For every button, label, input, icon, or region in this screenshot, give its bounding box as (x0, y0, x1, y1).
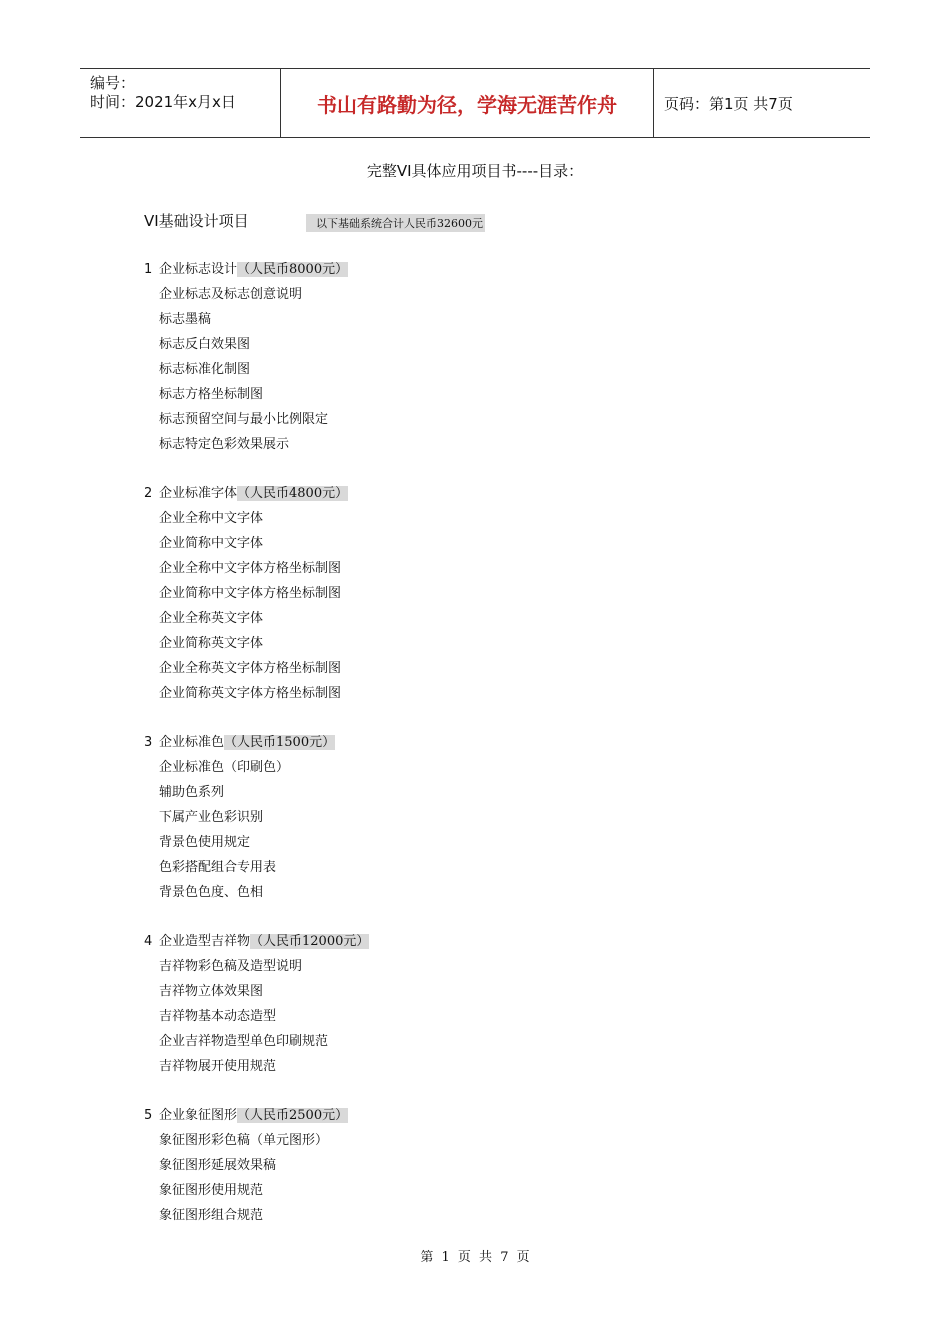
header-info-cell (80, 69, 281, 137)
section-logo-design (144, 257, 348, 457)
section-price: （人民币8000元） (237, 262, 349, 277)
list-item: 企业全称中文字体方格坐标制图 (159, 561, 342, 576)
section-number: 2 (144, 486, 153, 501)
section-number: 5 (144, 1108, 153, 1123)
list-item: 吉祥物立体效果图 (159, 984, 264, 999)
list-item: 标志预留空间与最小比例限定 (159, 412, 329, 427)
list-item: 吉祥物基本动态造型 (159, 1009, 277, 1024)
list-item: 背景色色度、色相 (159, 885, 264, 900)
section-price: （人民币2500元） (237, 1108, 349, 1123)
list-item: 企业简称英文字体 (159, 636, 264, 651)
section-heading (144, 730, 335, 755)
list-item: 标志墨稿 (159, 312, 212, 327)
list-item: 象征图形使用规范 (159, 1183, 264, 1198)
section-item-list (144, 506, 348, 706)
list-item: 企业吉祥物造型单色印刷规范 (159, 1034, 329, 1049)
section-symbol-graphic (144, 1103, 348, 1228)
section-price: （人民币1500元） (224, 735, 336, 750)
section-title: 企业标准色 (159, 735, 225, 750)
section-number: 1 (144, 262, 153, 277)
list-item: 标志标准化制图 (159, 362, 251, 377)
section-item-list (144, 755, 335, 905)
list-item: 下属产业色彩识别 (159, 810, 264, 825)
section-number: 4 (144, 934, 153, 949)
section-heading (144, 481, 348, 506)
list-item: 吉祥物展开使用规范 (159, 1059, 277, 1074)
section-price: （人民币12000元） (250, 934, 370, 949)
list-item: 企业简称英文字体方格坐标制图 (159, 686, 342, 701)
page-footer: 第 1 页 共 7 页 (420, 1250, 530, 1265)
list-item: 标志方格坐标制图 (159, 387, 264, 402)
list-item: 标志特定色彩效果展示 (159, 437, 290, 452)
list-item: 企业全称英文字体 (159, 611, 264, 626)
section-price: （人民币4800元） (237, 486, 349, 501)
list-item: 标志反白效果图 (159, 337, 251, 352)
list-item: 色彩搭配组合专用表 (159, 860, 277, 875)
list-item: 象征图形组合规范 (159, 1208, 264, 1223)
list-item: 背景色使用规定 (159, 835, 251, 850)
section-heading (144, 1103, 348, 1128)
section-title: 企业象征图形 (159, 1108, 238, 1123)
document-title: 完整VI具体应用项目书----目录： (366, 162, 584, 180)
section-heading (144, 929, 369, 954)
list-item: 吉祥物彩色稿及造型说明 (159, 959, 303, 974)
list-item: 企业标准色（印刷色） (159, 760, 290, 775)
date-label: 时间：2021年x月x日 (90, 93, 236, 111)
section-heading (144, 257, 348, 282)
number-label: 编号： (90, 74, 136, 92)
list-item: 象征图形彩色稿（单元图形） (159, 1133, 329, 1148)
section-title: 企业标志设计 (159, 262, 238, 277)
section-number: 3 (144, 735, 153, 750)
header-page-label: 页码：第1页 共7页 (664, 94, 793, 113)
basic-design-heading: VI基础设计项目 (144, 212, 249, 230)
list-item: 企业简称中文字体 (159, 536, 264, 551)
list-item: 辅助色系列 (159, 785, 225, 800)
header-motto: 书山有路勤为径，学海无涯苦作舟 (281, 69, 654, 137)
section-standard-font (144, 481, 348, 706)
list-item: 象征图形延展效果稿 (159, 1158, 277, 1173)
section-title: 企业标准字体 (159, 486, 238, 501)
list-item: 企业简称中文字体方格坐标制图 (159, 586, 342, 601)
section-item-list (144, 954, 369, 1079)
list-item: 企业标志及标志创意说明 (159, 287, 303, 302)
total-price-note: 以下基础系统合计人民币32600元 (306, 214, 485, 232)
section-item-list (144, 282, 348, 457)
section-standard-color (144, 730, 335, 905)
list-item: 企业全称中文字体 (159, 511, 264, 526)
section-mascot (144, 929, 369, 1079)
list-item: 企业全称英文字体方格坐标制图 (159, 661, 342, 676)
basic-design-heading-row (144, 210, 483, 231)
document-header (80, 68, 870, 138)
section-item-list (144, 1128, 348, 1228)
section-title: 企业造型吉祥物 (159, 934, 251, 949)
